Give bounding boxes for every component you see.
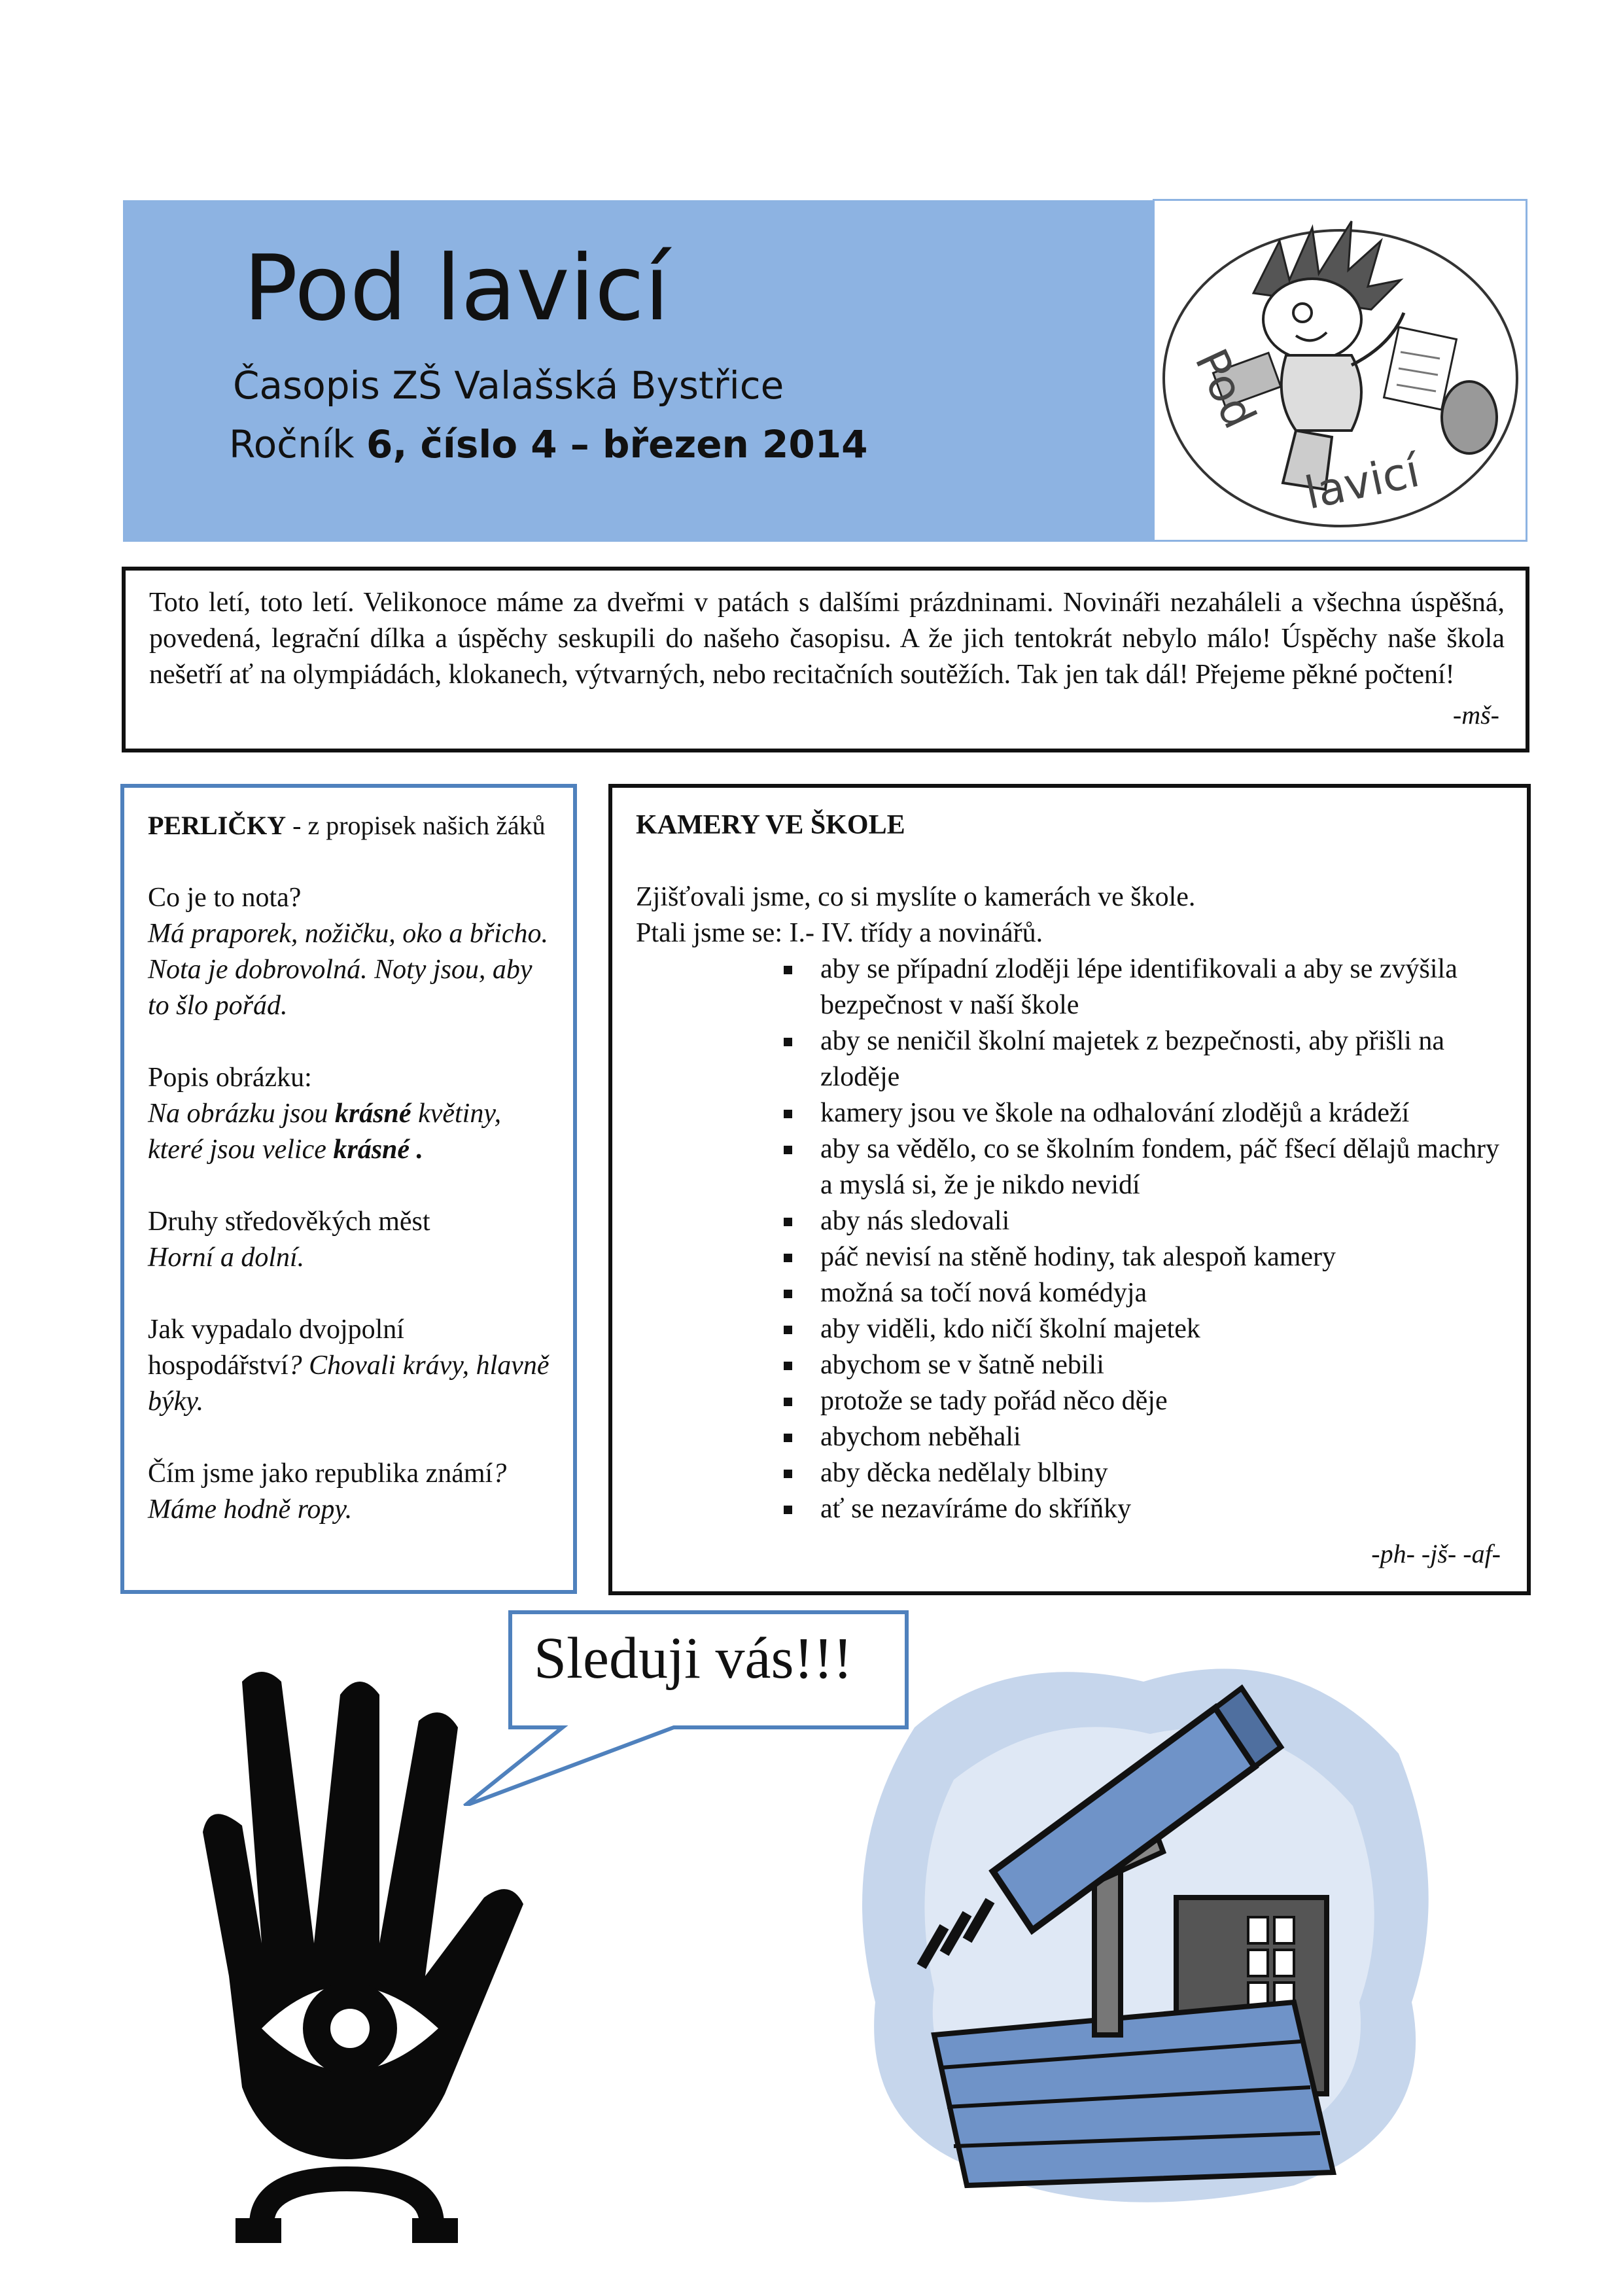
perlicka-2 xyxy=(148,1060,559,1168)
speech-bubble-text: Sleduji vás!!! xyxy=(534,1626,853,1691)
perlicka-question: Co je to nota? xyxy=(148,883,302,913)
perlicka-answer: ? Chovali krávy, hlavně býky. xyxy=(148,1351,550,1417)
logo-text-pod: Pod xyxy=(1184,341,1266,436)
perlicka-question: Jak vypadalo dvojpolní hospodářství xyxy=(148,1315,404,1381)
issue-line xyxy=(229,422,868,467)
list-item: abychom se v šatně nebili xyxy=(780,1347,1507,1383)
logo-text-lavici: lavicí xyxy=(1300,445,1424,520)
list-item: protože se tady pořád něco děje xyxy=(780,1383,1507,1419)
perlicka-emphasis: krásné . xyxy=(333,1135,424,1165)
magazine-subtitle: Časopis ZŠ Valašská Bystřice xyxy=(233,363,784,408)
kamery-box xyxy=(608,784,1531,1595)
kamery-answers-list xyxy=(636,951,1507,1527)
list-item: aby se případní zloději lépe identifikovali a aby se zvýšila bezpečnost v naší škole xyxy=(780,951,1507,1023)
magazine-title: Pod lavicí xyxy=(243,236,670,341)
list-item: abychom neběhali xyxy=(780,1419,1507,1455)
perlicka-answer: Má praporek, nožičku, oko a břicho. Nota je dobrovolná. Noty jsou, aby to šlo pořád. xyxy=(148,919,548,1021)
perlicka-question: Čím jsme jako republika známí xyxy=(148,1458,493,1489)
perlicky-heading-sub: - z propisek našich žáků xyxy=(286,811,546,840)
perlicka-4 xyxy=(148,1312,559,1420)
list-item: možná sa točí nová komédyja xyxy=(780,1275,1507,1311)
surveillance-camera-illustration xyxy=(836,1636,1451,2212)
perlicka-answer: Horní a dolní. xyxy=(148,1243,305,1273)
perlicka-answer: květiny, které jsou velice xyxy=(148,1099,502,1165)
intro-signature: -mš- xyxy=(1452,700,1499,730)
magazine-logo xyxy=(1155,202,1526,540)
list-item: páč nevisí na stěně hodiny, tak alespoň kamery xyxy=(780,1239,1507,1275)
list-item: kamery jsou ve škole na odhalování zlodějů a krádeží xyxy=(780,1095,1507,1131)
intro-box xyxy=(122,567,1529,752)
perlicka-question: Popis obrázku: xyxy=(148,1063,312,1093)
list-item: aby sa vědělo, co se školním fondem, páč fšecí dělajů machry a myslá si, že je nikdo nevidí xyxy=(780,1131,1507,1203)
list-item: aby děcka nedělaly blbiny xyxy=(780,1455,1507,1491)
kamery-heading: KAMERY VE ŠKOLE xyxy=(636,810,905,840)
list-item: aby viděli, kdo ničí školní majetek xyxy=(780,1311,1507,1347)
perlicka-answer: ? Máme hodně ropy. xyxy=(148,1458,507,1525)
perlicky-heading: PERLIČKY xyxy=(148,811,287,840)
kamery-intro-1: Zjišťovali jsme, co si myslíte o kamerách ve škole. xyxy=(636,882,1196,912)
issue-main: 6, číslo 4 – březen 2014 xyxy=(366,422,868,467)
list-item: aby se neničil školní majetek z bezpečnosti, aby přišli na zloděje xyxy=(780,1023,1507,1095)
perlicky-header xyxy=(148,807,559,844)
issue-prefix: Ročník xyxy=(229,422,366,467)
perlicka-question: Druhy středověkých měst xyxy=(148,1207,430,1237)
perlicka-3 xyxy=(148,1204,559,1276)
perlicky-box xyxy=(120,784,577,1594)
list-item: ať se nezavíráme do skříňky xyxy=(780,1491,1507,1527)
kamery-intro-2: Ptali jsme se: I.- IV. třídy a novinářů. xyxy=(636,918,1043,948)
perlicka-answer: Na obrázku jsou xyxy=(148,1099,335,1129)
perlicka-1 xyxy=(148,880,559,1024)
hand-eye-icon xyxy=(190,1636,530,2290)
perlicka-5 xyxy=(148,1456,559,1528)
intro-text: Toto letí, toto letí. Velikonoce máme za dveřmi v patách s dalšími prázdninami. Novináři nezaháleli a všechna úspěšná, povedená, legrační dílka a úspěchy seskupili do našeho časopisu. A že jich tentokrát nebylo málo! Úspěchy naše škola nešetří ať na olympiádách, klokanech, výtvarných, nebo recitačních soutěžích. Tak jen tak dál! Přejeme pěkné počtení! xyxy=(149,588,1505,690)
perlicka-emphasis: krásné xyxy=(334,1099,411,1129)
list-item: aby nás sledovali xyxy=(780,1203,1507,1239)
kamery-signature: -ph- -jš- -af- xyxy=(1371,1539,1501,1568)
